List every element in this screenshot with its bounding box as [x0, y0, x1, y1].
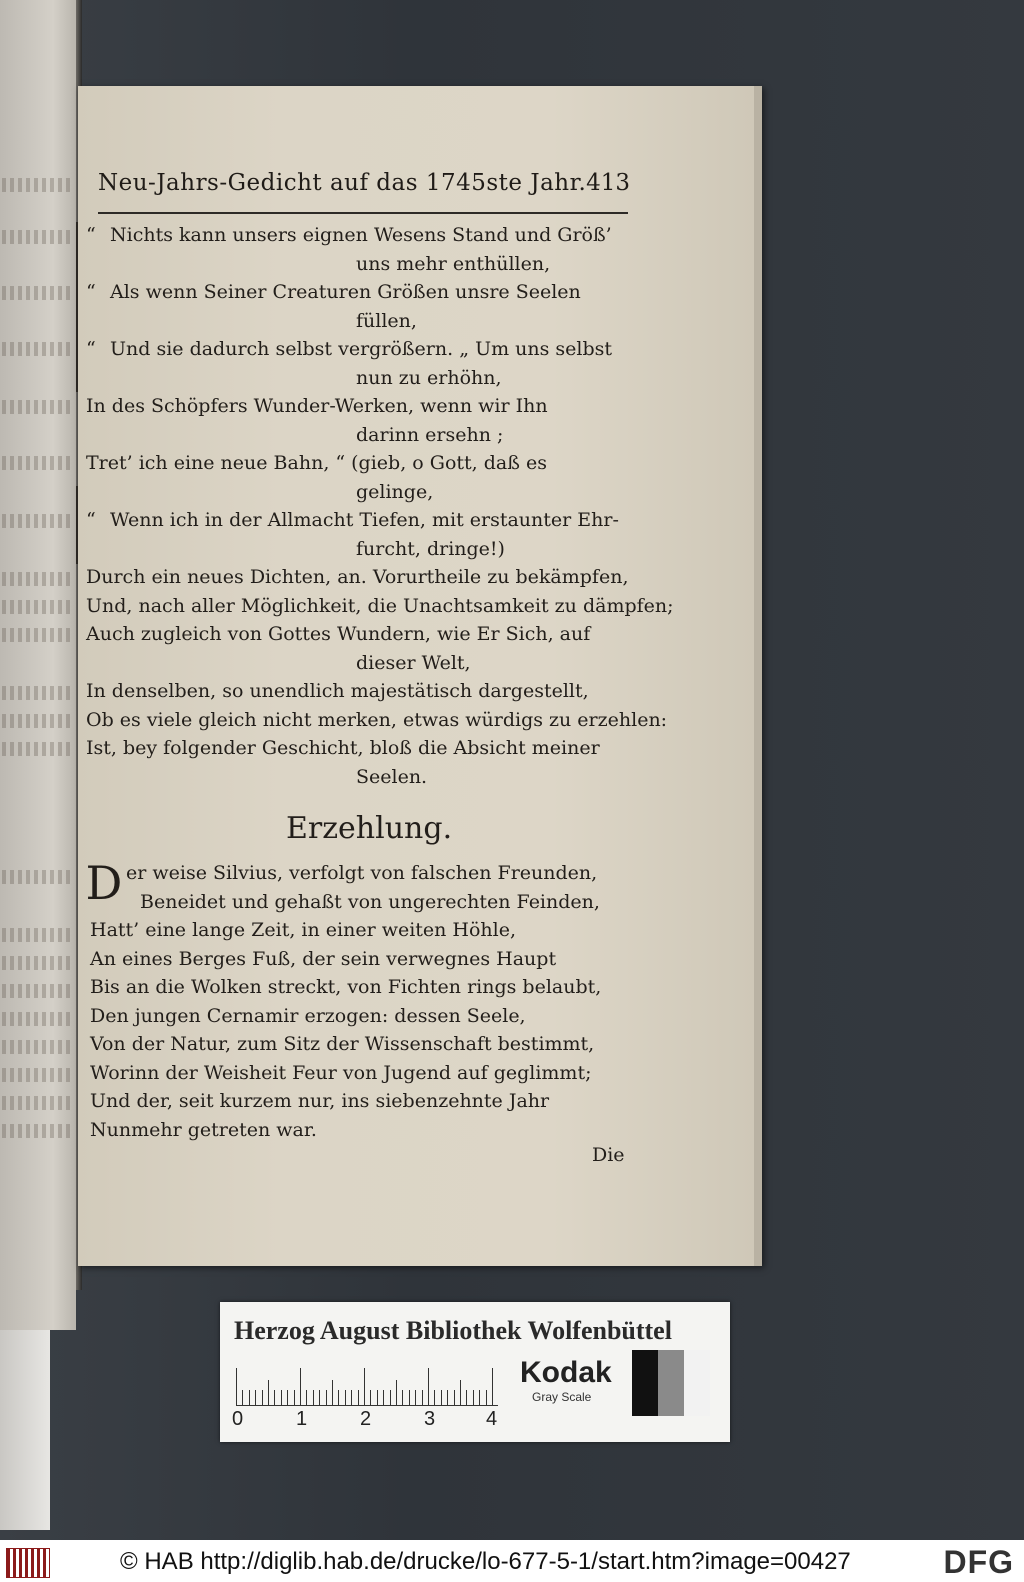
- ruler-tick: [434, 1390, 435, 1406]
- swatch-gray: [658, 1350, 684, 1416]
- prose-block: [90, 862, 630, 1147]
- ruler-tick: [396, 1380, 397, 1406]
- prose-line: er weise Silvius, verfolgt von falschen Freunden,: [126, 862, 598, 884]
- prose-line: An eines Berges Fuß, der sein verwegnes Haupt: [90, 947, 557, 970]
- ruler-number: 2: [360, 1408, 372, 1430]
- verse-line: [86, 593, 674, 622]
- verse-text: füllen,: [356, 309, 417, 332]
- ruler-tick: [351, 1390, 352, 1406]
- ruler-tick: [466, 1390, 467, 1406]
- verse-text: In des Schöpfers Wunder-Werken, wenn wir Ihn: [86, 395, 548, 417]
- verse-text: Nichts kann unsers eignen Wesens Stand und Größ’: [110, 224, 612, 246]
- margin-rule: [76, 486, 78, 564]
- kodak-logo: Kodak: [520, 1356, 612, 1389]
- quotation-mark: “: [86, 509, 96, 531]
- measurement-ruler: [236, 1366, 498, 1406]
- ruler-number: 4: [486, 1408, 498, 1430]
- ruler-tick: [287, 1390, 288, 1406]
- verse-text: dieser Welt,: [356, 651, 471, 674]
- ruler-tick: [486, 1390, 487, 1406]
- verse-line: [86, 308, 626, 337]
- ruler-tick: [460, 1380, 461, 1406]
- verse-line: [86, 365, 626, 394]
- ruler-tick: [319, 1390, 320, 1406]
- source-url[interactable]: © HAB http://diglib.hab.de/drucke/lo-677-5-1/start.htm?image=00427: [120, 1548, 851, 1575]
- verse-text: gelinge,: [356, 480, 434, 503]
- hab-logo-icon: [6, 1548, 50, 1578]
- ruler-tick: [473, 1390, 474, 1406]
- drop-cap: D: [85, 856, 123, 910]
- library-name: Herzog August Bibliothek Wolfenbüttel: [234, 1316, 672, 1345]
- page-header: [98, 164, 628, 214]
- verse-text: furcht, dringe!): [356, 537, 505, 560]
- ruler-tick: [402, 1390, 403, 1406]
- ruler-tick: [255, 1390, 256, 1406]
- previous-page-lower-edge: [0, 1330, 50, 1530]
- previous-page-edge: [0, 0, 76, 1330]
- ruler-tick: [242, 1390, 243, 1406]
- ruler-tick: [294, 1390, 295, 1406]
- ruler-tick: [479, 1390, 480, 1406]
- ruler-tick: [236, 1368, 237, 1406]
- swatch-black: [632, 1350, 658, 1416]
- prose-line: Bis an die Wolken streckt, von Fichten rings belaubt,: [90, 976, 602, 998]
- ruler-tick: [326, 1390, 327, 1406]
- verse-line: [86, 735, 626, 764]
- ruler-tick: [409, 1390, 410, 1406]
- ruler-tick: [313, 1390, 314, 1406]
- ruler-tick: [415, 1390, 416, 1406]
- ruler-tick: [428, 1368, 429, 1406]
- ruler-number: 0: [232, 1408, 244, 1430]
- verse-line: [86, 678, 626, 707]
- ruler-tick: [306, 1390, 307, 1406]
- verse-text: Wenn ich in der Allmacht Tiefen, mit erstaunter Ehr-: [110, 509, 619, 531]
- ruler-tick: [422, 1390, 423, 1406]
- verse-line: [86, 393, 626, 422]
- ruler-tick: [249, 1390, 250, 1406]
- ruler-tick: [345, 1390, 346, 1406]
- verse-line: [86, 507, 626, 536]
- ruler-number: 3: [424, 1408, 436, 1430]
- verse-line: [86, 764, 626, 793]
- ruler-tick: [377, 1390, 378, 1406]
- page-number: 413: [586, 170, 630, 196]
- verse-line: [86, 422, 626, 451]
- margin-rule: [76, 222, 78, 392]
- ruler-tick: [274, 1390, 275, 1406]
- verse-text: Und sie dadurch selbst vergrößern. „ Um uns selbst: [110, 338, 613, 360]
- verse-line: [86, 336, 626, 365]
- ruler-tick: [358, 1390, 359, 1406]
- ruler-tick: [447, 1390, 448, 1406]
- ruler-tick: [364, 1368, 365, 1406]
- ruler-tick: [492, 1368, 493, 1406]
- verse-text: Ob es viele gleich nicht merken, etwas würdigs zu erzehlen:: [86, 708, 668, 731]
- verse-line: [86, 621, 626, 650]
- prose-line: Den jungen Cernamir erzogen: dessen Seele,: [90, 1004, 526, 1027]
- book-page: [78, 86, 762, 1266]
- running-title: Neu-Jahrs-Gedicht auf das 1745ste Jahr.: [98, 170, 587, 196]
- prose-line: Nunmehr getreten war.: [90, 1118, 317, 1141]
- quotation-mark: “: [86, 281, 96, 303]
- quotation-mark: “: [86, 224, 96, 246]
- verse-text: In denselben, so unendlich majestätisch dargestellt,: [86, 680, 589, 702]
- verse-line: [86, 564, 629, 593]
- ruler-tick: [370, 1390, 371, 1406]
- verse-line: [86, 650, 626, 679]
- ruler-tick: [454, 1390, 455, 1406]
- verse-line: [86, 450, 626, 479]
- prose-line: Beneidet und gehaßt von ungerechten Feinden,: [140, 890, 600, 913]
- verse-text: darinn ersehn ;: [356, 423, 504, 446]
- prose-line: Worinn der Weisheit Feur von Jugend auf geglimmt;: [90, 1061, 592, 1084]
- footer-bar: [0, 1540, 1024, 1582]
- verse-text: Und, nach aller Möglichkeit, die Unachtsamkeit zu dämpfen;: [86, 594, 674, 617]
- ruler-number: 1: [296, 1408, 308, 1430]
- verse-text: Tret’ ich eine neue Bahn, “ (gieb, o Gott, daß es: [86, 452, 547, 474]
- dfg-logo: DFG: [943, 1544, 1014, 1580]
- verse-text: Auch zugleich von Gottes Wundern, wie Er Sich, auf: [86, 623, 591, 645]
- ruler-tick: [338, 1390, 339, 1406]
- verse-line: [86, 479, 626, 508]
- verse-text: Ist, bey folgender Geschicht, bloß die Absicht meiner: [86, 737, 600, 759]
- section-heading: Erzehlung.: [286, 811, 453, 846]
- verse-text: nun zu erhöhn,: [356, 366, 502, 389]
- verse-line: [86, 251, 626, 280]
- ruler-tick: [262, 1390, 263, 1406]
- catchword: Die: [592, 1144, 625, 1166]
- swatch-white: [684, 1350, 710, 1416]
- verse-line: [86, 536, 626, 565]
- verse-text: Als wenn Seiner Creaturen Größen unsre Seelen: [110, 281, 581, 303]
- verse-line: [86, 222, 626, 251]
- prose-line: Und der, seit kurzem nur, ins siebenzehnte Jahr: [90, 1090, 550, 1112]
- ruler-tick: [281, 1390, 282, 1406]
- verse-text: uns mehr enthüllen,: [356, 252, 551, 275]
- ruler-tick: [300, 1368, 301, 1406]
- verse-block: [86, 222, 674, 792]
- prose-line: Hatt’ eine lange Zeit, in einer weiten Höhle,: [90, 919, 517, 941]
- verse-text: Seelen.: [356, 765, 428, 788]
- verse-line: [86, 279, 626, 308]
- ruler-tick: [390, 1390, 391, 1406]
- verse-text: Durch ein neues Dichten, an. Vorurtheile zu bekämpfen,: [86, 566, 629, 588]
- quotation-mark: “: [86, 338, 96, 360]
- ruler-tick: [332, 1380, 333, 1406]
- gray-scale-label: Gray Scale: [532, 1390, 592, 1404]
- ruler-tick: [268, 1380, 269, 1406]
- ruler-tick: [441, 1390, 442, 1406]
- prose-line: Von der Natur, zum Sitz der Wissenschaft bestimmt,: [90, 1033, 595, 1055]
- ruler-tick: [383, 1390, 384, 1406]
- verse-line: [86, 707, 668, 736]
- color-calibration-card: [220, 1302, 730, 1442]
